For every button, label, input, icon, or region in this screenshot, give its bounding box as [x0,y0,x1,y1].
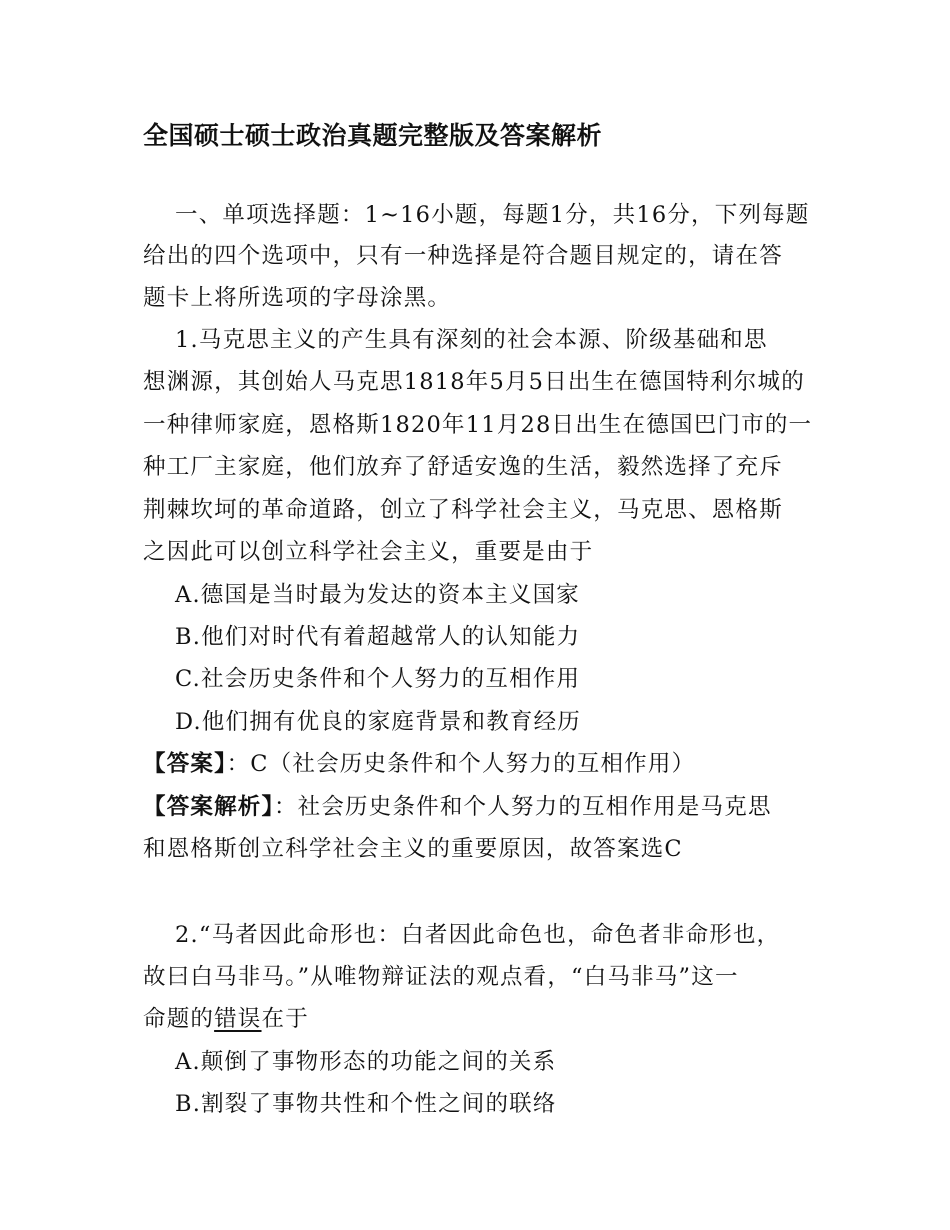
question-1-line-1: 1.马克思主义的产生具有深刻的社会本源、阶级基础和思 [175,327,768,353]
answer-text: ：C（社会历史条件和个人努力的互相作用） [226,751,696,777]
question-1-analysis-line-1 [143,792,772,822]
underlined-keyword: 错误 [214,1006,262,1032]
question-1-option-c: C.社会历史条件和个人努力的互相作用 [175,666,581,692]
question-1-line-3: 一种律师家庭，恩格斯1820年11月28日出生在德国巴门市的一 [143,412,813,438]
question-1-line-6: 之因此可以创立科学社会主义，重要是由于 [143,539,594,565]
question-1-option-b: B.他们对时代有着超越常人的认知能力 [175,624,581,650]
document-title: 全国硕士硕士政治真题完整版及答案解析 [143,121,603,150]
section-instruction-line-3: 题卡上将所选项的字母涂黑。 [143,285,452,311]
question-2-line-3-prefix: 命题的 [143,1006,215,1032]
section-instruction-line-2: 给出的四个选项中，只有一种选择是符合题目规定的，请在答 [143,243,783,269]
question-2-line-2: 故曰白马非马。”从唯物辩证法的观点看，“白马非马”这一 [143,964,739,990]
question-1-option-a: A.德国是当时最为发达的资本主义国家 [175,582,581,608]
question-1-line-5: 荆棘坎坷的革命道路，创立了科学社会主义，马克思、恩格斯 [143,497,783,523]
answer-label: 【答案】 [143,751,227,777]
question-2-option-b: B.割裂了事物共性和个性之间的联络 [175,1091,557,1117]
section-instruction-line-1: 一、单项选择题：1~16小题，每题1分，共16分，下列每题 [175,202,810,228]
question-1-option-d: D.他们拥有优良的家庭背景和教育经历 [175,709,581,735]
analysis-text: ：社会历史条件和个人努力的互相作用是马克思 [273,794,772,820]
question-2-option-a: A.颠倒了事物形态的功能之间的关系 [175,1049,557,1075]
question-1-line-2: 想渊源，其创始人马克思1818年5月5日出生在德国特利尔城的 [143,369,805,395]
analysis-label: 【答案解析】 [143,794,274,820]
question-1-line-4: 种工厂主家庭，他们放弃了舒适安逸的生活，毅然选择了充斥 [143,454,783,480]
question-2-line-1: 2.“马者因此命形也：白者因此命色也，命色者非命形也， [175,922,781,948]
question-1-analysis-line-2: 和恩格斯创立科学社会主义的重要原因，故答案选C [143,836,683,862]
question-2-line-3-suffix: 在于 [261,1006,309,1032]
question-2-line-3 [143,1004,309,1034]
question-1-answer [143,749,695,779]
